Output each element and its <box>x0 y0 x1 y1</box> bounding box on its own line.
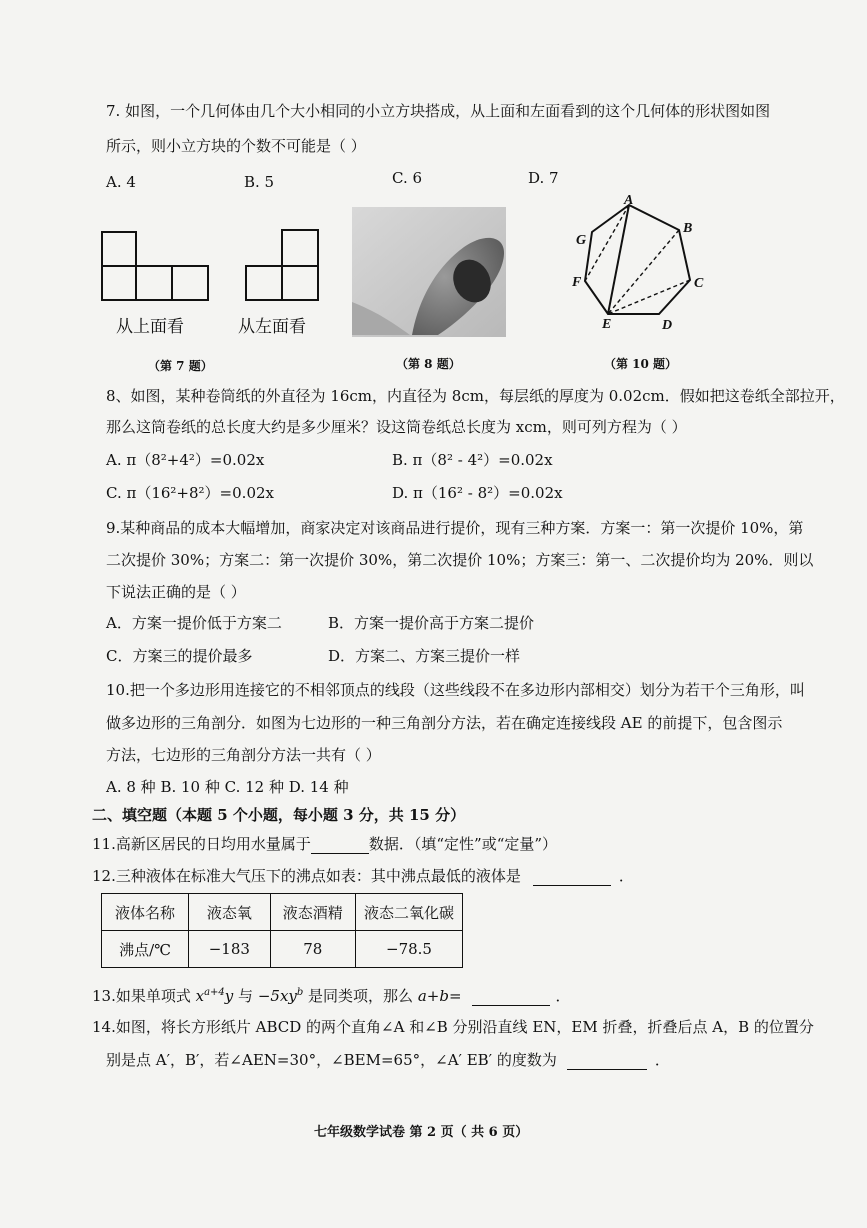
vertex-label-c: C <box>694 276 704 291</box>
q9-option-d: D．方案二、方案三提价一样 <box>328 647 521 665</box>
top-view-label: 从上面看 <box>116 317 184 337</box>
q8-option-b: B. π（8² - 4²）=0.02x <box>392 451 553 469</box>
q8-line2: 那么这筒卷纸的总长度大约是多少厘米？设这筒卷纸总长度为 xcm，则可列方程为（ ） <box>106 418 687 436</box>
table-header-cell: 液态酒精 <box>270 894 355 931</box>
q8-option-a: A. π（8²+4²）=0.02x <box>106 451 265 469</box>
q12-end: ． <box>618 867 634 885</box>
q11-text-after: 数据．（填“定性”或“定量”） <box>368 835 558 853</box>
heptagon-figure <box>566 194 716 334</box>
q9-line2: 二次提价 30%；方案二：第一次提价 30%，第二次提价 10%；方案三：第一、二次提价均为 20%．则以 <box>106 551 814 569</box>
section-title-fill-in: 二、填空题（本题 5 个小题，每小题 3 分，共 15 分） <box>92 806 466 824</box>
q13-exponent-b: b <box>296 987 304 998</box>
q9-line3: 下说法正确的是（ ） <box>106 583 246 601</box>
q14-answer-blank[interactable] <box>567 1055 647 1070</box>
q12 <box>92 866 634 886</box>
left-view-figure <box>242 226 326 306</box>
q12-text: 12.三种液体在标准大气压下的沸点如表：其中沸点最低的液体是 <box>92 867 521 885</box>
q8-line1: 8、如图，某种卷筒纸的外直径为 16cm，内直径为 8cm，每层纸的厚度为 0.02cm．假如把这卷纸全部拉开， <box>106 387 845 405</box>
q11-answer-blank[interactable] <box>311 839 369 854</box>
q14-line2 <box>106 1050 670 1070</box>
q14-text: 别是点 A′，B′，若∠AEN=30°，∠BEM=65°，∠A′ EB′ 的度数为 <box>106 1051 557 1069</box>
table-header-cell: 液态二氧化碳 <box>355 894 462 931</box>
table-row <box>102 931 463 968</box>
table-cell: −78.5 <box>355 931 462 968</box>
q10-line2: 做多边形的三角剖分．如图为七边形的一种三角剖分方法，若在确定连接线段 AE 的前提下，包含图示 <box>106 714 783 732</box>
caption-fig10: （第 10 题） <box>604 357 678 371</box>
caption-fig7: （第 7 题） <box>148 359 213 373</box>
q13-term-x: x <box>195 987 205 1005</box>
vertex-label-f: F <box>572 275 582 290</box>
table-header-cell: 液体名称 <box>102 894 189 931</box>
q10-line1: 10.把一个多边形用连接它的不相邻顶点的线段（这些线段不在多边形内部相交）划分为若干个三角形，叫 <box>106 681 805 699</box>
q13-answer-blank[interactable] <box>472 991 550 1006</box>
q14-line1: 14.如图，将长方形纸片 ABCD 的两个直角∠A 和∠B 分别沿直线 EN，EM 折叠，折叠后点 A，B 的位置分 <box>92 1018 814 1036</box>
vertex-label-g: G <box>576 233 587 248</box>
q13-and: 与 <box>233 987 258 1005</box>
q11 <box>92 834 557 854</box>
q7-line1: 7. 如图，一个几何体由几个大小相同的小立方块搭成，从上面和左面看到的这个几何体的形状图如图 <box>106 102 771 120</box>
q7-option-d: D. 7 <box>528 169 559 187</box>
left-view-label: 从左面看 <box>238 317 306 337</box>
q13-term-2: −5xy <box>257 987 297 1005</box>
q7-option-c: C. 6 <box>392 169 423 187</box>
q14-end: ． <box>654 1051 670 1069</box>
q7-option-a: A. 4 <box>106 173 136 191</box>
q9-line1: 9.某种商品的成本大幅增加，商家决定对该商品进行提价，现有三种方案．方案一：第一次提价 10%，第 <box>106 519 804 537</box>
q8-option-c: C. π（16²+8²）=0.02x <box>106 484 274 502</box>
table-cell: 沸点/℃ <box>102 931 189 968</box>
page-footer: 七年级数学试卷 第 2 页（ 共 6 页） <box>314 1125 529 1140</box>
boiling-point-table <box>101 893 463 968</box>
q7-line2: 所示，则小立方块的个数不可能是（ ） <box>106 137 366 155</box>
q11-text-before: 11.高新区居民的日均用水量属于 <box>92 835 311 853</box>
q13 <box>92 983 571 1006</box>
top-view-figure <box>96 226 216 306</box>
table-cell: 78 <box>270 931 355 968</box>
q9-option-c: C．方案三的提价最多 <box>106 647 253 665</box>
q9-option-a: A．方案一提价低于方案二 <box>106 614 282 632</box>
vertex-label-b: B <box>683 221 693 236</box>
q13-text-after: 是同类项，那么 <box>303 987 418 1005</box>
q12-answer-blank[interactable] <box>533 871 611 886</box>
q9-option-b: B．方案一提价高于方案二提价 <box>328 614 535 632</box>
q13-exponent: a+4 <box>204 987 225 998</box>
q10-line3: 方法，七边形的三角剖分方法一共有（ ） <box>106 746 381 764</box>
table-header-row <box>102 894 463 931</box>
q8-option-d: D. π（16² - 8²）=0.02x <box>392 484 563 502</box>
q13-expression: a+b= <box>417 987 462 1005</box>
q13-end: ． <box>555 987 571 1005</box>
caption-fig8: （第 8 题） <box>396 357 461 371</box>
table-cell: −183 <box>189 931 270 968</box>
vertex-label-e: E <box>602 317 612 332</box>
vertex-label-d: D <box>662 318 673 333</box>
q7-option-b: B. 5 <box>244 173 275 191</box>
q13-text-before: 13.如果单项式 <box>92 987 196 1005</box>
table-header-cell: 液态氧 <box>189 894 270 931</box>
vertex-label-a: A <box>624 194 634 208</box>
q10-options: A. 8 种 B. 10 种 C. 12 种 D. 14 种 <box>106 778 349 796</box>
q13-term-y: y <box>224 987 234 1005</box>
paper-roll-photo <box>352 207 506 337</box>
